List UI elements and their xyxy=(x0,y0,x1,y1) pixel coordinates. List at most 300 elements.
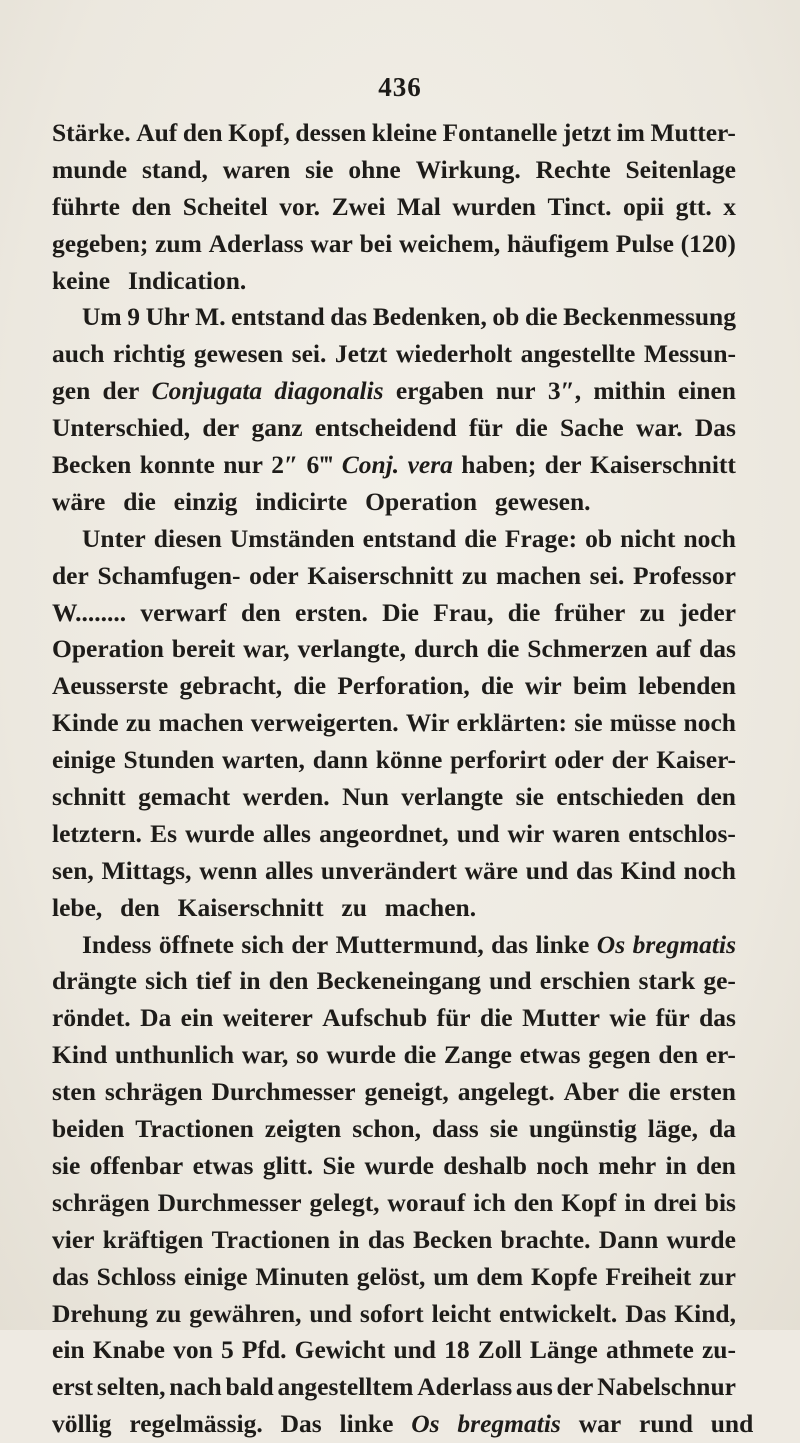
word: erklärten: xyxy=(456,708,568,738)
word: 2″ xyxy=(271,450,299,480)
word: und xyxy=(525,855,569,885)
word: ganz xyxy=(251,413,303,443)
word: worauf xyxy=(387,1187,466,1217)
word: entwickelt. xyxy=(499,1298,618,1328)
word: wie xyxy=(609,1003,647,1033)
word: läge, xyxy=(647,1114,699,1144)
text-line xyxy=(52,1332,736,1369)
word: Unterschied, xyxy=(52,413,191,443)
word: gewesen. xyxy=(494,486,591,516)
word: Es xyxy=(150,818,177,848)
word: den xyxy=(241,597,281,627)
word: führte xyxy=(52,191,120,221)
word: in xyxy=(624,1187,646,1217)
word: die xyxy=(123,486,156,516)
word: Aderlass xyxy=(208,228,304,258)
word: das xyxy=(699,1003,736,1033)
word: gegeben; xyxy=(52,228,149,258)
word: glitt. xyxy=(262,1150,314,1180)
text-line xyxy=(52,631,736,668)
word: für xyxy=(436,1003,471,1033)
word: entschieden xyxy=(556,782,684,812)
word: das xyxy=(575,855,613,885)
text-line xyxy=(52,816,736,853)
word: regelmässig. xyxy=(129,1409,263,1439)
word: Operation xyxy=(365,486,478,516)
word: Perforation, xyxy=(337,671,470,701)
word: konnte xyxy=(139,450,215,480)
word: Aeusserste xyxy=(52,671,169,701)
word: der xyxy=(102,376,140,406)
word: rund xyxy=(639,1409,693,1439)
word: Das xyxy=(625,1298,667,1328)
word: einen xyxy=(677,376,736,406)
word: Conj. xyxy=(341,450,400,480)
word: wir xyxy=(507,818,545,848)
word: waren xyxy=(552,818,621,848)
word: schnitt xyxy=(52,782,126,812)
word: und xyxy=(456,818,500,848)
word: jeder xyxy=(679,597,736,627)
word: opii xyxy=(622,191,665,221)
word: Durchmesser xyxy=(211,1077,356,1107)
word: die xyxy=(293,671,327,701)
word: dem xyxy=(476,1261,524,1291)
word: verweigerten. xyxy=(250,708,399,738)
text-line xyxy=(52,373,736,410)
text-line xyxy=(52,890,736,927)
word: gen xyxy=(52,376,91,406)
word: einige xyxy=(52,745,116,775)
word: richtig xyxy=(113,339,186,369)
word: W........ xyxy=(52,597,127,627)
text-line xyxy=(52,484,736,521)
word: das xyxy=(52,1261,89,1291)
word: das xyxy=(699,634,736,664)
word: Kopfe xyxy=(530,1261,598,1291)
word: Jetzt xyxy=(334,339,388,369)
word: Uhr xyxy=(145,302,190,332)
word: Mutter xyxy=(522,1003,600,1033)
word: bis xyxy=(704,1187,736,1217)
word: Kinde xyxy=(52,708,119,738)
word: Professor xyxy=(632,560,736,590)
word: linke xyxy=(535,929,590,959)
word: wäre xyxy=(52,486,106,516)
word: Kaiserschnitt xyxy=(177,892,324,922)
word: gegen xyxy=(588,1040,651,1070)
word: kleine xyxy=(371,118,437,147)
word: zu xyxy=(155,1298,182,1328)
word: tief xyxy=(195,966,232,996)
word: Tinct. xyxy=(547,191,612,221)
word: gelöst, xyxy=(356,1261,426,1291)
word: Mal xyxy=(396,191,441,221)
word: gelegt, xyxy=(309,1187,380,1217)
word: Nabelschnur xyxy=(597,1372,736,1402)
word: drängte xyxy=(52,966,137,996)
text-line xyxy=(52,226,736,263)
word: wenn xyxy=(199,855,258,885)
word: Zange xyxy=(443,1040,512,1070)
word: da xyxy=(709,1114,736,1144)
word: angeordnet, xyxy=(319,818,449,848)
word: lebe, xyxy=(52,892,103,922)
word: zeigten xyxy=(264,1114,342,1144)
word: noch xyxy=(536,1150,589,1180)
word: machen xyxy=(496,560,582,590)
word: Mutter- xyxy=(650,118,736,147)
word: sei. xyxy=(291,339,327,369)
word: den xyxy=(131,191,172,221)
word: vier xyxy=(52,1224,95,1254)
word: könne xyxy=(375,745,443,775)
text-line xyxy=(52,558,736,595)
word: der xyxy=(52,560,89,590)
word: Sache xyxy=(560,413,624,443)
word: Rechte xyxy=(535,154,611,184)
word: 3″, xyxy=(547,376,582,406)
word: ersten. xyxy=(294,597,368,627)
text-line xyxy=(52,447,736,484)
word: die xyxy=(464,523,497,553)
word: Schloss xyxy=(96,1261,177,1291)
word: die xyxy=(627,1077,661,1107)
word: Kaiser- xyxy=(656,745,736,775)
word: Scheitel xyxy=(182,191,268,221)
word: vor. xyxy=(279,191,321,221)
text-line xyxy=(52,410,736,447)
word: Aber xyxy=(563,1077,619,1107)
word: aus xyxy=(515,1372,553,1402)
word: einige xyxy=(183,1261,248,1291)
word: war, xyxy=(241,1040,289,1070)
word: den xyxy=(513,1187,554,1217)
word: ob xyxy=(492,302,520,332)
word: drei xyxy=(653,1187,697,1217)
word: beim xyxy=(573,671,627,701)
word: M. xyxy=(195,302,226,332)
word: Wir xyxy=(405,708,450,738)
text-line xyxy=(52,189,736,226)
word: auch xyxy=(52,339,105,369)
word: Schamfugen- xyxy=(97,560,241,590)
word: die xyxy=(515,413,548,443)
word: wäre xyxy=(464,855,518,885)
word: etwas xyxy=(192,1150,254,1180)
word: Kind, xyxy=(674,1298,736,1328)
word: für xyxy=(655,1003,690,1033)
word: stark xyxy=(638,966,696,996)
word: den xyxy=(182,118,223,147)
word: Indication. xyxy=(127,265,247,295)
word: brachte. xyxy=(500,1224,591,1254)
word: keine xyxy=(52,265,111,295)
word: letztern. xyxy=(52,818,142,848)
word: angestellte xyxy=(520,339,636,369)
word: noch xyxy=(683,855,736,885)
text-line xyxy=(52,668,736,705)
word: Sie xyxy=(322,1150,356,1180)
word: und xyxy=(393,1335,436,1365)
word: (120) xyxy=(680,228,736,258)
word: ersten xyxy=(669,1077,736,1107)
word: der xyxy=(202,413,240,443)
word: offenbar xyxy=(89,1150,184,1180)
word: erschien xyxy=(539,966,631,996)
text-line xyxy=(52,336,736,373)
text-line xyxy=(52,1259,736,1296)
word: durch xyxy=(414,634,479,664)
word: zu xyxy=(125,708,152,738)
word: bregmatis xyxy=(632,929,736,959)
word: Umständen xyxy=(229,523,355,553)
word: ge- xyxy=(703,966,736,996)
word: Zwei xyxy=(331,191,386,221)
word: diagonalis xyxy=(274,376,384,406)
word: im xyxy=(616,118,645,147)
text-line xyxy=(52,1296,736,1333)
word: ein xyxy=(180,1003,214,1033)
word: sie xyxy=(574,708,603,738)
word: die xyxy=(403,1040,437,1070)
word: die xyxy=(524,302,558,332)
text-line xyxy=(52,1111,736,1148)
word: in xyxy=(338,1224,360,1254)
word: ein xyxy=(52,1335,85,1365)
word: etwas xyxy=(519,1040,581,1070)
word: völlig xyxy=(52,1409,112,1439)
text-line xyxy=(52,1037,736,1074)
word: Seitenlage xyxy=(625,154,736,184)
word: warten, xyxy=(222,745,305,775)
word: nur xyxy=(223,450,263,480)
word: und xyxy=(309,1298,352,1328)
word: bald xyxy=(225,1372,274,1402)
word: machen xyxy=(158,708,244,738)
word: Gewicht xyxy=(294,1335,386,1365)
word: ohne xyxy=(348,154,401,184)
word: Stunden xyxy=(123,745,215,775)
word: gemacht xyxy=(138,782,231,812)
word: entscheidend xyxy=(314,413,457,443)
word: weichem, xyxy=(398,228,501,258)
word: linke xyxy=(339,1409,394,1439)
word: kräftigen xyxy=(102,1224,204,1254)
word: bregmatis xyxy=(457,1409,561,1439)
word: x xyxy=(723,191,736,221)
word: Kopf, xyxy=(228,118,290,147)
text-line xyxy=(52,1369,736,1406)
word: Drehung xyxy=(52,1298,148,1328)
word: stand, xyxy=(141,154,208,184)
word: athmete xyxy=(606,1335,694,1365)
word: und xyxy=(489,966,532,996)
word: entstand xyxy=(231,302,325,332)
word: haben; xyxy=(461,450,537,480)
word: er- xyxy=(705,1040,736,1070)
text-line xyxy=(52,1406,754,1443)
word: oder xyxy=(249,560,299,590)
word: auf xyxy=(655,634,692,664)
word: Os xyxy=(596,929,626,959)
word: Kind xyxy=(52,1040,108,1070)
word: unverändert xyxy=(320,855,457,885)
word: der xyxy=(611,745,649,775)
word: die xyxy=(480,1003,513,1033)
text-line xyxy=(52,742,736,779)
word: Minuten xyxy=(255,1261,349,1291)
word: sich xyxy=(145,966,188,996)
word: Conjugata xyxy=(151,376,263,406)
word: schrägen xyxy=(52,1187,150,1217)
word: weiterer xyxy=(222,1003,313,1033)
word: erst xyxy=(52,1372,94,1402)
word: sich xyxy=(241,929,284,959)
word: geneigt, xyxy=(364,1077,449,1107)
word: Becken xyxy=(52,450,132,480)
text-line xyxy=(52,1222,736,1259)
word: alles xyxy=(265,855,314,885)
word: Messun- xyxy=(643,339,736,369)
word: nur xyxy=(495,376,536,406)
text-line xyxy=(52,963,736,1000)
word: Fontanelle xyxy=(442,118,558,147)
text-line xyxy=(52,521,736,558)
word: deshalb xyxy=(443,1150,527,1180)
word: oder xyxy=(554,745,604,775)
word: noch xyxy=(683,708,736,738)
word: mehr xyxy=(598,1150,657,1180)
word: der xyxy=(291,929,329,959)
word: Operation xyxy=(52,634,164,664)
word: ob xyxy=(585,523,613,553)
word: werden. xyxy=(242,782,330,812)
word: nicht xyxy=(620,523,676,553)
word: Zoll xyxy=(477,1335,522,1365)
word: war, xyxy=(243,634,290,664)
word: zum xyxy=(155,228,202,258)
word: Mittags, xyxy=(101,855,192,885)
word: sei. xyxy=(589,560,625,590)
word: Die xyxy=(382,597,419,627)
word: angelegt. xyxy=(457,1077,555,1107)
word: den xyxy=(268,966,309,996)
word: indicirte xyxy=(255,486,348,516)
word: jetzt xyxy=(562,118,611,147)
body-text xyxy=(52,115,754,1443)
word: Beckeneingang xyxy=(316,966,481,996)
text-line xyxy=(52,927,736,964)
word: wurde xyxy=(326,1040,396,1070)
word: Um xyxy=(82,302,122,332)
word: so xyxy=(296,1040,319,1070)
word: Bedenken, xyxy=(372,302,487,332)
word: wurde xyxy=(364,1150,434,1180)
word: die xyxy=(507,597,541,627)
word: mithin xyxy=(593,376,666,406)
word: 9 xyxy=(127,302,141,332)
word: der xyxy=(544,450,582,480)
word: Tractionen xyxy=(211,1224,331,1254)
word: zur xyxy=(699,1261,736,1291)
word: von xyxy=(173,1335,213,1365)
word: wir xyxy=(524,671,562,701)
word: öffnete xyxy=(158,929,234,959)
word: leicht xyxy=(431,1298,492,1328)
word: waren xyxy=(222,154,291,184)
word: dass xyxy=(431,1114,479,1144)
word: war. xyxy=(636,413,683,443)
word: ich xyxy=(473,1187,506,1217)
word: sie xyxy=(489,1114,519,1144)
word: schon, xyxy=(352,1114,421,1144)
word: verlangte, xyxy=(297,634,407,664)
word: gewesen xyxy=(193,339,284,369)
word: wurden xyxy=(452,191,536,221)
word: die xyxy=(481,671,514,701)
word: in xyxy=(239,966,261,996)
word: Wirkung. xyxy=(415,154,521,184)
word: für xyxy=(468,413,503,443)
word: ungünstig xyxy=(529,1114,637,1144)
word: den xyxy=(658,1040,699,1070)
word: zu xyxy=(639,597,666,627)
text-line xyxy=(52,152,736,189)
text-line xyxy=(52,1000,736,1037)
word: Frau, xyxy=(433,597,494,627)
word: wiederholt xyxy=(395,339,513,369)
word: Auf xyxy=(136,118,178,147)
word: zu- xyxy=(701,1335,736,1365)
word: Kind xyxy=(620,855,676,885)
word: Becken xyxy=(412,1224,493,1254)
word: sie xyxy=(305,154,334,184)
word: gtt. xyxy=(675,191,712,221)
word: bereit xyxy=(171,634,236,664)
word: 6‴ xyxy=(306,450,334,480)
word: zu xyxy=(461,560,488,590)
word: Indess xyxy=(82,929,152,959)
word: war xyxy=(310,228,353,258)
word: 18 xyxy=(444,1335,470,1365)
word: früher xyxy=(554,597,626,627)
word: Da xyxy=(140,1003,172,1033)
word: 5 xyxy=(220,1335,234,1365)
word: das xyxy=(367,1224,405,1254)
word: die xyxy=(486,634,520,664)
word: sie xyxy=(52,1150,81,1180)
word: Aufschub xyxy=(322,1003,428,1033)
word: den xyxy=(696,782,736,812)
text-line xyxy=(52,299,736,336)
text-line xyxy=(52,853,736,890)
word: Os xyxy=(411,1409,440,1439)
word: müsse xyxy=(609,708,677,738)
word: und xyxy=(710,1409,754,1439)
word: Knabe xyxy=(92,1335,166,1365)
word: Pulse xyxy=(615,228,674,258)
word: Schmerzen xyxy=(527,634,648,664)
word: Tractionen xyxy=(135,1114,254,1144)
word: lebenden xyxy=(638,671,736,701)
word: sten xyxy=(52,1077,96,1107)
word: war xyxy=(578,1409,622,1439)
word: Das xyxy=(694,413,736,443)
word: nach xyxy=(169,1372,222,1402)
word: Unter xyxy=(82,523,146,553)
word: dann xyxy=(312,745,368,775)
